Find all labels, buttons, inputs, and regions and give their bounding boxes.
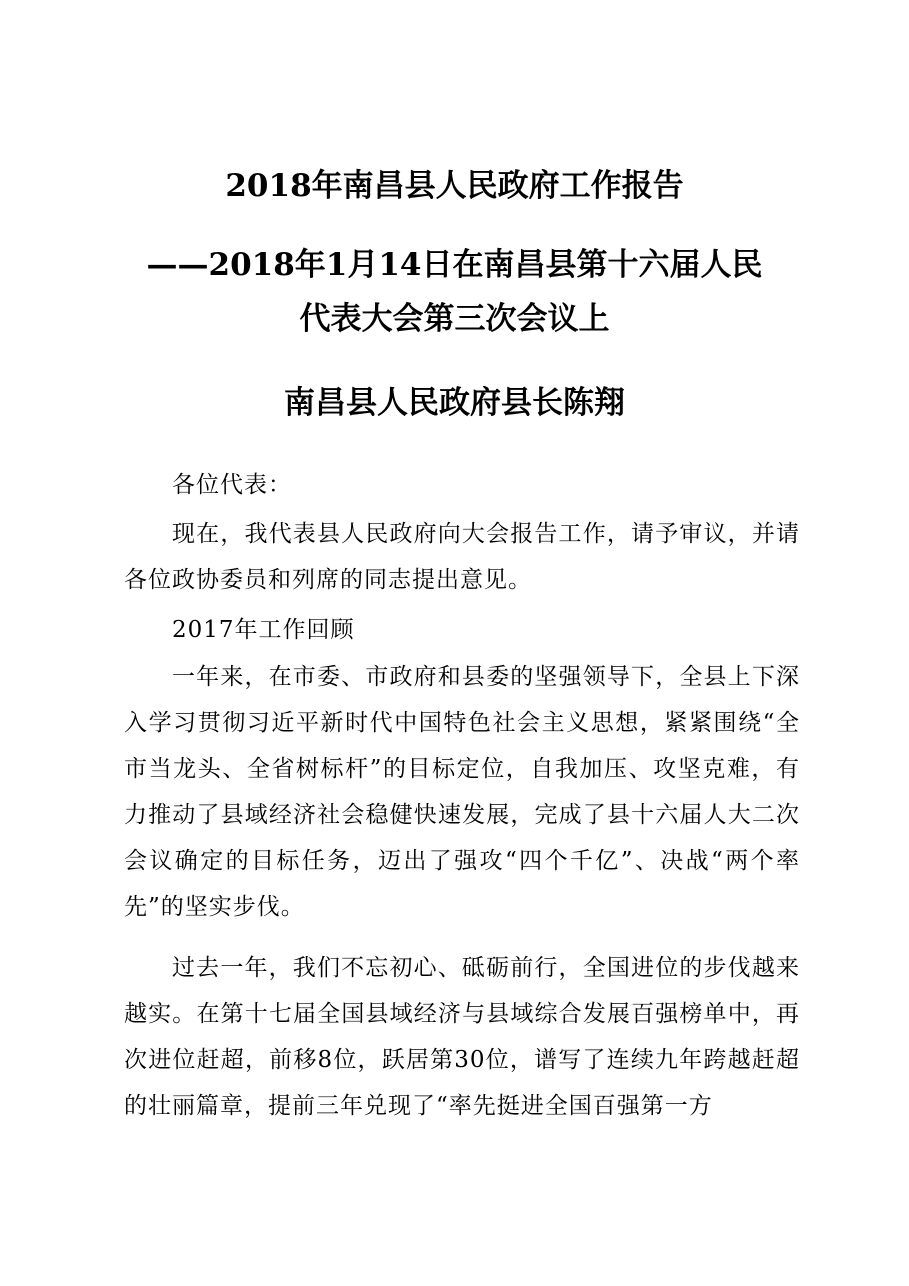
body-paragraph: 一年来，在市委、市政府和县委的坚强领导下，全县上下深入学习贯彻习近平新时代中国特色社会主义思想，紧紧围绕“全市当龙头、全省树标杆”的目标定位，自我加压、攻坚克难，有力推动了县域经济社会稳健快速发展，完成了县十六届人大二次会议确定的目标任务，迈出了强攻“四个千亿”、决战“两个率先”的坚实步伐。: [124, 664, 800, 920]
intro-paragraph: 现在，我代表县人民政府向大会报告工作，请予审议，并请各位政协委员和列席的同志提出意见。: [124, 521, 800, 593]
greeting-paragraph: 各位代表：: [172, 472, 292, 498]
section-heading: 2017年工作回顾: [172, 617, 355, 643]
document-author: 南昌县人民政府县长陈翔: [284, 385, 625, 421]
document-title: 2018年南昌县人民政府工作报告: [225, 168, 684, 204]
document-subtitle-line2: 代表大会第三次会议上: [299, 301, 610, 337]
document-subtitle-line1: ——2018年1月14日在南昌县第十六届人民: [146, 247, 763, 283]
body-paragraph: 过去一年，我们不忘初心、砥砺前行，全国进位的步伐越来越实。在第十七届全国县域经济与县域综合发展百强榜单中，再次进位赶超，前移8位，跃居第30位，谱写了连续九年跨越赶超的壮丽篇章，提前三年兑现了“率先挺进全国百强第一方: [124, 955, 800, 1119]
